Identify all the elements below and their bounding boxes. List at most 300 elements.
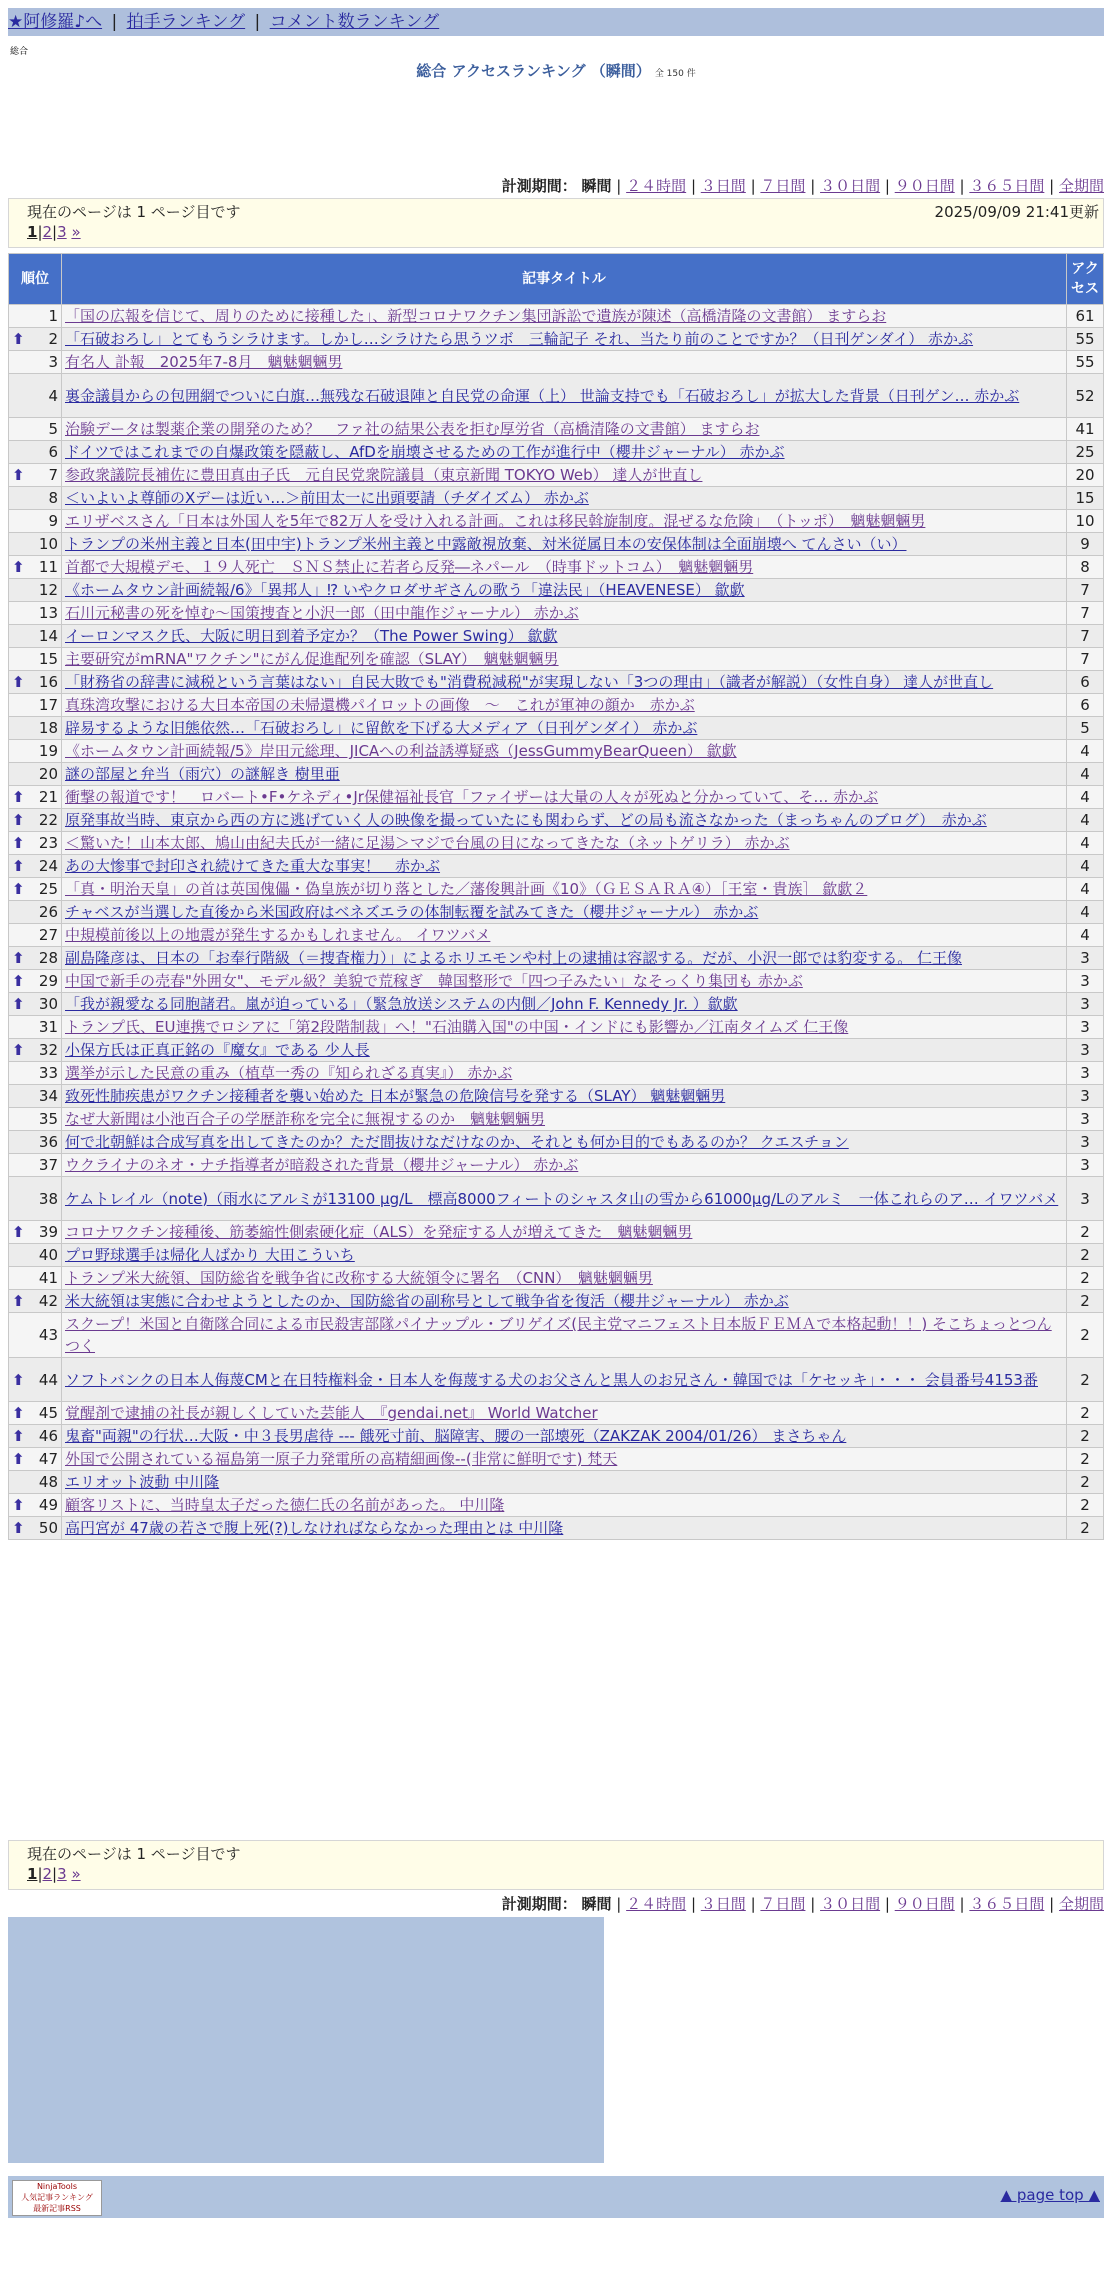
table-row xyxy=(9,694,1104,717)
rank-number: 32 xyxy=(38,1041,58,1059)
article-link[interactable]: 参政衆議院長補佐に豊田真由子氏 元自民党衆院議員（東京新聞 TOKYO Web） 達人が世直し xyxy=(65,466,703,484)
article-link[interactable]: 原発事故当時、東京から西の方に逃げていく人の映像を撮っていたにも関わらず、どの局も流さなかった（まっちゃんのブログ） 赤かぶ xyxy=(65,811,987,829)
rank-number: 40 xyxy=(38,1246,58,1264)
access-header: アクセス xyxy=(1067,254,1104,305)
access-count: 7 xyxy=(1067,648,1104,671)
access-count: 2 xyxy=(1067,1290,1104,1313)
access-count: 3 xyxy=(1067,1177,1104,1221)
rank-up-arrow-icon: ⬆ xyxy=(12,811,25,829)
rank-number: 44 xyxy=(38,1370,58,1389)
rank-up-arrow-icon: ⬆ xyxy=(12,330,25,348)
title-cell xyxy=(62,1244,1067,1267)
rank-number: 43 xyxy=(38,1326,58,1344)
rank-cell xyxy=(9,1062,62,1085)
article-link[interactable]: あの大惨事で封印され続けてきた重大な事実！ 赤かぶ xyxy=(65,857,441,875)
rank-cell xyxy=(9,1448,62,1471)
article-link[interactable]: 中規模前後以上の地震が発生するかもしれません。 イワツバメ xyxy=(65,926,491,944)
rank-number: 23 xyxy=(38,834,58,852)
table-row xyxy=(9,1448,1104,1471)
article-link[interactable]: 裏金議員からの包囲網でついに白旗…無残な石破退陣と自民党の命運（上） 世論支持でも「石破おろし」が拡大した背景（日刊ゲン… 赤かぶ xyxy=(65,386,1020,405)
access-count: 3 xyxy=(1067,1039,1104,1062)
rank-number: 42 xyxy=(38,1292,58,1310)
access-count: 52 xyxy=(1067,374,1104,418)
title-cell xyxy=(62,533,1067,556)
page-separator: | xyxy=(37,1865,43,1883)
title-cell xyxy=(62,1062,1067,1085)
clap-ranking-link[interactable]: 拍手ランキング xyxy=(126,12,246,32)
logo-line: NinjaTools xyxy=(36,2182,78,2191)
rank-cell xyxy=(9,556,62,579)
rank-up-arrow-icon: ⬆ xyxy=(12,1292,25,1310)
access-count: 25 xyxy=(1067,441,1104,464)
period-separator: | xyxy=(690,177,696,195)
table-row xyxy=(9,878,1104,901)
rank-number: 16 xyxy=(38,673,58,691)
period-option[interactable]: ２４時間 xyxy=(626,1895,687,1913)
page-title-text: 総合 アクセスランキング （瞬間） xyxy=(416,62,651,80)
rank-cell xyxy=(9,533,62,556)
access-count: 6 xyxy=(1067,671,1104,694)
rank-cell xyxy=(9,1221,62,1244)
rank-number: 9 xyxy=(48,512,58,530)
rank-number: 27 xyxy=(38,926,58,944)
rank-number: 14 xyxy=(38,627,58,645)
rank-cell xyxy=(9,1358,62,1402)
ad-area xyxy=(8,1917,604,2163)
rank-cell xyxy=(9,351,62,374)
article-link[interactable]: エリザベスさん「日本は外国人を5年で82万人を受け入れる計画。これは移民斡旋制度。混ぜるな危険」 （トッポ） 魑魅魍魎男 xyxy=(65,512,926,530)
article-link[interactable]: 米大統領は実態に合わせようとしたのか、国防総省の副称号として戦争省を復活（櫻井ジャーナル） 赤かぶ xyxy=(65,1292,789,1310)
period-option[interactable]: ９０日間 xyxy=(894,177,955,195)
access-count: 4 xyxy=(1067,855,1104,878)
title-cell xyxy=(62,1221,1067,1244)
rank-cell xyxy=(9,740,62,763)
article-link[interactable]: 鬼畜"両親"の行状…大阪・中３長男虐待 --- 餓死寸前、脳障害、腰の一部壊死（ZAKZAK 2004/01/26） まさちゃん xyxy=(65,1427,847,1445)
table-row xyxy=(9,1290,1104,1313)
access-count: 3 xyxy=(1067,1131,1104,1154)
rank-number: 19 xyxy=(38,742,58,760)
ninja-tools-logo[interactable] xyxy=(12,2180,102,2216)
access-count: 4 xyxy=(1067,763,1104,786)
page-separator: | xyxy=(52,1865,58,1883)
table-row xyxy=(9,809,1104,832)
article-link[interactable]: ＜いよいよ尊師のXデーは近い…＞前田太一に出頭要請（チダイズム） 赤かぶ xyxy=(65,489,589,507)
table-row xyxy=(9,924,1104,947)
rank-cell xyxy=(9,418,62,441)
title-cell xyxy=(62,487,1067,510)
article-link[interactable]: 「財務省の辞書に減税という言葉はない」自民大敗でも"消費税減税"が実現しない「3つの理由」（識者が解説）（女性自身） 達人が世直し xyxy=(65,673,994,691)
rank-number: 18 xyxy=(38,719,58,737)
access-count: 2 xyxy=(1067,1425,1104,1448)
rank-number: 5 xyxy=(48,420,58,438)
access-count: 2 xyxy=(1067,1494,1104,1517)
rank-number: 22 xyxy=(38,811,58,829)
rank-up-arrow-icon: ⬆ xyxy=(12,1041,25,1059)
article-link[interactable]: ドイツではこれまでの自爆政策を隠蔽し、AfDを崩壊させるための工作が進行中（櫻井ジャーナル） 赤かぶ xyxy=(65,443,785,461)
rank-up-arrow-icon: ⬆ xyxy=(12,1496,25,1514)
logo-line: 人気記事ランキング xyxy=(21,2193,93,2202)
access-count: 3 xyxy=(1067,1154,1104,1177)
article-link[interactable]: 謎の部屋と弁当（雨穴）の謎解き 樹里亜 xyxy=(65,765,340,783)
title-cell xyxy=(62,786,1067,809)
access-count: 10 xyxy=(1067,510,1104,533)
period-separator: | xyxy=(690,1895,696,1913)
article-link[interactable]: 主要研究がmRNA"ワクチン"にがん促進配列を確認（SLAY） 魑魅魍魎男 xyxy=(65,650,559,668)
access-count: 4 xyxy=(1067,832,1104,855)
table-row xyxy=(9,1267,1104,1290)
table-row xyxy=(9,855,1104,878)
rank-cell xyxy=(9,328,62,351)
table-row xyxy=(9,533,1104,556)
table-row xyxy=(9,602,1104,625)
rank-up-arrow-icon: ⬆ xyxy=(12,1370,25,1389)
title-cell xyxy=(62,328,1067,351)
article-link[interactable]: 「我が親愛なる同胞諸君。嵐が迫っている」（緊急放送システムの内側／John F. Kennedy Jr. ）歙歔 xyxy=(65,995,738,1013)
article-link[interactable]: 「国の広報を信じて、周りのために接種した」、新型コロナワクチン集団訴訟で遺族が陳述（高橋清隆の文書館） ますらお xyxy=(65,307,887,325)
rank-number: 49 xyxy=(38,1496,58,1514)
rank-cell xyxy=(9,1244,62,1267)
title-cell xyxy=(62,1267,1067,1290)
article-link[interactable]: 中国で新手の売春"外囲女"、モデル級？美貌で荒稼ぎ 韓国整形で「四つ子みたい」なそっくり集団も 赤かぶ xyxy=(65,972,803,990)
period-option[interactable]: ３日間 xyxy=(700,1895,746,1913)
access-count: 2 xyxy=(1067,1471,1104,1494)
article-link[interactable]: 致死性肺疾患がワクチン接種者を襲い始めた 日本が緊急の危険信号を発する（SLAY） 魑魅魍魎男 xyxy=(65,1087,726,1105)
title-cell xyxy=(62,878,1067,901)
table-row xyxy=(9,717,1104,740)
article-link[interactable]: 「石破おろし」とてもうシラけます。しかし…シラけたら思うツボ 三輪記子 それ、当たり前のことですか？（日刊ゲンダイ） 赤かぶ xyxy=(65,330,974,348)
rank-up-arrow-icon: ⬆ xyxy=(12,673,25,691)
article-link[interactable]: 高円宮が 47歳の若さで腹上死(?)しなければならなかった理由とは 中川隆 xyxy=(65,1519,564,1537)
title-cell xyxy=(62,305,1067,328)
access-count: 55 xyxy=(1067,351,1104,374)
access-count: 3 xyxy=(1067,970,1104,993)
rank-number: 48 xyxy=(38,1473,58,1491)
article-link[interactable]: ケムトレイル（note)（雨水にアルミが13100 μg/L 標高8000フィートのシャスタ山の雪から61000μg/Lのアルミ 一体これらのア… イワツバメ xyxy=(65,1189,1059,1208)
title-cell xyxy=(62,1517,1067,1540)
rank-up-arrow-icon: ⬆ xyxy=(12,558,25,576)
rank-up-arrow-icon: ⬆ xyxy=(12,995,25,1013)
rank-number: 31 xyxy=(38,1018,58,1036)
period-option[interactable]: ３０日間 xyxy=(820,177,881,195)
nav-separator: | xyxy=(254,12,261,32)
table-row xyxy=(9,487,1104,510)
article-link[interactable]: イーロンマスク氏、大阪に明日到着予定か？（The Power Swing） 歙歔 xyxy=(65,627,558,645)
table-row xyxy=(9,901,1104,924)
period-current: 瞬間 xyxy=(581,1895,612,1913)
rank-number: 45 xyxy=(38,1404,58,1422)
rank-cell xyxy=(9,1267,62,1290)
title-cell xyxy=(62,947,1067,970)
period-option[interactable]: ３０日間 xyxy=(820,1895,881,1913)
rank-cell xyxy=(9,924,62,947)
rank-cell xyxy=(9,441,62,464)
table-row xyxy=(9,786,1104,809)
access-count: 4 xyxy=(1067,878,1104,901)
comment-ranking-link[interactable]: コメント数ランキング xyxy=(269,12,440,32)
table-row xyxy=(9,464,1104,487)
rank-cell xyxy=(9,648,62,671)
access-count: 15 xyxy=(1067,487,1104,510)
rank-cell xyxy=(9,786,62,809)
rank-cell xyxy=(9,763,62,786)
rank-number: 33 xyxy=(38,1064,58,1082)
title-cell xyxy=(62,1177,1067,1221)
access-count: 7 xyxy=(1067,625,1104,648)
article-link[interactable]: 顧客リストに、当時皇太子だった徳仁氏の名前があった。 中川隆 xyxy=(65,1496,505,1514)
rank-cell xyxy=(9,901,62,924)
rank-number: 38 xyxy=(38,1189,58,1208)
title-cell xyxy=(62,832,1067,855)
page-separator: | xyxy=(52,223,58,241)
article-link[interactable]: スクープ！米国と自衛隊合同による市民殺害部隊パイナップル・ブリゲイズ(民主党マニフェスト日本版ＦＥＭＡで本格起動！！) そこちょっとつんつく xyxy=(65,1315,1052,1355)
access-count: 4 xyxy=(1067,901,1104,924)
title-cell xyxy=(62,418,1067,441)
access-count: 4 xyxy=(1067,740,1104,763)
rank-number: 15 xyxy=(38,650,58,668)
rank-cell xyxy=(9,947,62,970)
title-cell xyxy=(62,648,1067,671)
access-count: 41 xyxy=(1067,418,1104,441)
access-count: 2 xyxy=(1067,1267,1104,1290)
pagination xyxy=(27,223,81,241)
access-count: 2 xyxy=(1067,1448,1104,1471)
table-row xyxy=(9,579,1104,602)
rank-number: 35 xyxy=(38,1110,58,1128)
access-count: 9 xyxy=(1067,533,1104,556)
article-link[interactable]: トランプの米州主義と日本(田中宇)トランプ米州主義と中露敵視放棄、対米従属日本の安保体制は全面崩壊へ てんさい（い） xyxy=(65,535,907,553)
article-link[interactable]: トランプ米大統領、国防総省を戦争省に改称する大統領令に署名 （CNN） 魑魅魍魎男 xyxy=(65,1269,653,1287)
article-link[interactable]: 首都で大規模デモ、１９人死亡 ＳＮＳ禁止に若者ら反発―ネパール （時事ドットコム） 魑魅魍魎男 xyxy=(65,558,754,576)
rank-number: 21 xyxy=(38,788,58,806)
table-row xyxy=(9,1244,1104,1267)
table-row xyxy=(9,1517,1104,1540)
table-row xyxy=(9,1494,1104,1517)
title-cell xyxy=(62,993,1067,1016)
rank-number: 17 xyxy=(38,696,58,714)
rank-cell xyxy=(9,717,62,740)
article-link[interactable]: エリオット波動 中川隆 xyxy=(65,1473,220,1491)
rank-number: 10 xyxy=(38,535,58,553)
page-title xyxy=(0,60,1112,81)
rank-number: 39 xyxy=(38,1223,58,1241)
article-link[interactable]: 選挙が示した民意の重み（植草一秀の『知られざる真実』） 赤かぶ xyxy=(65,1064,513,1082)
current-page-text: 現在のページは 1 ページ目です xyxy=(27,1845,241,1863)
category-label: 総合 xyxy=(10,47,29,57)
rank-cell xyxy=(9,671,62,694)
article-link[interactable]: ＜驚いた！山本太郎、鳩山由紀夫氏が一緒に足湯＞マジで台風の目になってきたな（ネットゲリラ） 赤かぶ xyxy=(65,834,790,852)
table-row xyxy=(9,441,1104,464)
rank-number: 46 xyxy=(38,1427,58,1445)
rank-number: 50 xyxy=(38,1519,58,1537)
rank-number: 6 xyxy=(48,443,58,461)
article-link[interactable]: トランプ氏、EU連携でロシアに「第2段階制裁」へ！"石油購入国"の中国・インドにも影響か／江南タイムズ 仁王像 xyxy=(65,1018,849,1036)
period-selector-top xyxy=(502,175,1104,196)
rank-up-arrow-icon: ⬆ xyxy=(12,834,25,852)
rank-number: 37 xyxy=(38,1156,58,1174)
period-option[interactable]: 全期間 xyxy=(1058,177,1104,195)
article-link[interactable]: 辟易するような旧態依然…「石破おろし」に留飲を下げる大メディア（日刊ゲンダイ） 赤かぶ xyxy=(65,719,698,737)
rank-header: 順位 xyxy=(9,254,62,305)
article-link[interactable]: チャベスが当選した直後から米国政府はベネズエラの体制転覆を試みてきた（櫻井ジャーナル） 赤かぶ xyxy=(65,903,759,921)
table-row xyxy=(9,832,1104,855)
rank-number: 2 xyxy=(48,330,58,348)
title-cell xyxy=(62,1358,1067,1402)
table-row xyxy=(9,947,1104,970)
rank-up-arrow-icon: ⬆ xyxy=(12,1404,25,1422)
title-cell xyxy=(62,625,1067,648)
title-cell xyxy=(62,671,1067,694)
page-top-link[interactable]: ▲ page top ▲ xyxy=(1000,2186,1100,2204)
total-count: 全 150 件 xyxy=(654,69,696,79)
access-count: 3 xyxy=(1067,1085,1104,1108)
table-row xyxy=(9,556,1104,579)
article-link[interactable]: 《ホームタウン計画続報/6》「異邦人」⁉ いやクロダサギさんの歌う「違法民」（HEAVENESE） 歙歔 xyxy=(65,581,745,599)
nav-separator: | xyxy=(111,12,118,32)
article-link[interactable]: 「真・明治天皇」の首は英国傀儡・偽皇族が切り落とした／藩俊興計画《10》（ＧＥＳＡＲＡ④）［王室・貴族］ 歙歔２ xyxy=(65,880,868,898)
title-cell xyxy=(62,1448,1067,1471)
article-link[interactable]: 何で北朝鮮は合成写真を出してきたのか？ただ間抜けなだけなのか、それとも何か目的でもあるのか？ クエスチョン xyxy=(65,1133,849,1151)
page-link[interactable]: 3 xyxy=(57,1865,67,1883)
rank-up-arrow-icon: ⬆ xyxy=(12,880,25,898)
period-option[interactable]: ７日間 xyxy=(760,177,806,195)
title-cell xyxy=(62,855,1067,878)
rank-number: 7 xyxy=(48,466,58,484)
table-row xyxy=(9,1039,1104,1062)
title-cell xyxy=(62,374,1067,418)
rank-number: 28 xyxy=(38,949,58,967)
access-count: 3 xyxy=(1067,947,1104,970)
rank-cell xyxy=(9,602,62,625)
table-row xyxy=(9,305,1104,328)
home-link[interactable]: ★阿修羅♪へ xyxy=(8,12,103,32)
table-row xyxy=(9,1131,1104,1154)
rank-cell xyxy=(9,1131,62,1154)
page-info-bottom xyxy=(8,1840,1104,1890)
article-link[interactable]: 石川元秘書の死を悼む〜国策捜査と小沢一郎（田中龍作ジャーナル） 赤かぶ xyxy=(65,604,579,622)
title-cell xyxy=(62,1016,1067,1039)
rank-up-arrow-icon: ⬆ xyxy=(12,788,25,806)
table-row xyxy=(9,1221,1104,1244)
article-link[interactable]: 外国で公開されている福島第一原子力発電所の高精細画像--(非常に鮮明です) 梵天 xyxy=(65,1450,618,1468)
rank-up-arrow-icon: ⬆ xyxy=(12,857,25,875)
period-separator: | xyxy=(810,1895,816,1913)
period-option[interactable]: ３６５日間 xyxy=(969,1895,1045,1913)
article-link[interactable]: プロ野球選手は帰化人ばかり 大田こういち xyxy=(65,1246,355,1264)
page-link[interactable]: 2 xyxy=(42,1865,53,1883)
rank-number: 47 xyxy=(38,1450,58,1468)
article-link[interactable]: 覚醒剤で逮捕の社長が親しくしていた芸能人 『gendai.net』 World Watcher xyxy=(65,1404,598,1422)
access-count: 7 xyxy=(1067,579,1104,602)
page-separator: | xyxy=(37,223,43,241)
title-cell xyxy=(62,579,1067,602)
access-count: 3 xyxy=(1067,1108,1104,1131)
period-option[interactable]: 全期間 xyxy=(1058,1895,1104,1913)
rank-number: 3 xyxy=(48,353,58,371)
access-count: 55 xyxy=(1067,328,1104,351)
period-label: 計測期間： xyxy=(501,1895,577,1913)
page-link[interactable]: 3 xyxy=(57,223,67,241)
period-separator: | xyxy=(616,177,622,195)
rank-number: 11 xyxy=(38,558,58,576)
rank-number: 41 xyxy=(38,1269,58,1287)
article-link[interactable]: なぜ大新聞は小池百合子の学歴詐称を完全に無視するのか 魑魅魍魎男 xyxy=(65,1110,546,1128)
access-count: 4 xyxy=(1067,786,1104,809)
article-link[interactable]: 治験データは製薬企業の開発のため？ ファ社の結果公表を拒む厚労省（高橋清隆の文書館） ますらお xyxy=(65,420,760,438)
period-option[interactable]: ３６５日間 xyxy=(969,177,1045,195)
table-row xyxy=(9,1016,1104,1039)
title-cell xyxy=(62,464,1067,487)
title-cell xyxy=(62,901,1067,924)
period-separator: | xyxy=(1049,1895,1055,1913)
article-link[interactable]: ウクライナのネオ・ナチ指導者が暗殺された背景（櫻井ジャーナル） 赤かぶ xyxy=(65,1156,579,1174)
period-label: 計測期間： xyxy=(501,177,577,195)
access-count: 2 xyxy=(1067,1358,1104,1402)
period-option[interactable]: ９０日間 xyxy=(894,1895,955,1913)
rank-number: 24 xyxy=(38,857,58,875)
period-option[interactable]: ７日間 xyxy=(760,1895,806,1913)
page-link[interactable]: » xyxy=(71,223,81,241)
table-row xyxy=(9,1313,1104,1358)
period-separator: | xyxy=(884,1895,890,1913)
rank-cell xyxy=(9,1177,62,1221)
rank-cell xyxy=(9,1290,62,1313)
page-info-top xyxy=(8,198,1104,248)
footer xyxy=(8,2176,1104,2218)
page-link[interactable]: » xyxy=(71,1865,81,1883)
article-link[interactable]: 副島隆彦は、日本の「お奉行階級（＝捜査権力）」によるホリエモンや村上の逮捕は容認する。だが、小沢一郎では豹変する。 仁王像 xyxy=(65,949,962,967)
title-cell xyxy=(62,1313,1067,1358)
rank-up-arrow-icon: ⬆ xyxy=(12,949,25,967)
rank-cell xyxy=(9,1108,62,1131)
access-count: 2 xyxy=(1067,1221,1104,1244)
title-cell xyxy=(62,924,1067,947)
rank-cell xyxy=(9,993,62,1016)
article-link[interactable]: 真珠湾攻撃における大日本帝国の未帰還機パイロットの画像 〜 これが軍神の顔か 赤かぶ xyxy=(65,696,695,714)
table-row xyxy=(9,648,1104,671)
title-cell xyxy=(62,763,1067,786)
rank-cell xyxy=(9,878,62,901)
rank-cell xyxy=(9,579,62,602)
access-count: 3 xyxy=(1067,1016,1104,1039)
title-cell xyxy=(62,441,1067,464)
article-link[interactable]: 有名人 訃報 2025年7-8月 魑魅魍魎男 xyxy=(65,353,343,371)
page-link[interactable]: 2 xyxy=(42,223,53,241)
article-link[interactable]: 衝撃の報道です！ ロバート•F•ケネディ•Jr保健福祉長官「ファイザーは大量の人々が死ぬと分かっていて、そ… 赤かぶ xyxy=(65,788,879,806)
article-link[interactable]: コロナワクチン接種後、筋萎縮性側索硬化症（ALS）を発症する人が増えてきた 魑魅魍魎男 xyxy=(65,1223,693,1241)
rank-cell xyxy=(9,1517,62,1540)
article-link[interactable]: 《ホームタウン計画続報/5》岸田元総理、JICAへの利益誘導疑惑（JessGummyBearQueen） 歙歔 xyxy=(65,742,737,760)
period-option[interactable]: ３日間 xyxy=(700,177,746,195)
title-cell xyxy=(62,1425,1067,1448)
period-current: 瞬間 xyxy=(581,177,612,195)
access-count: 4 xyxy=(1067,809,1104,832)
access-count: 8 xyxy=(1067,556,1104,579)
rank-number: 4 xyxy=(48,386,58,405)
period-separator: | xyxy=(1049,177,1055,195)
rank-number: 30 xyxy=(38,995,58,1013)
article-link[interactable]: 小保方氏は正真正銘の『魔女』である 少人長 xyxy=(65,1041,370,1059)
table-row xyxy=(9,1154,1104,1177)
table-row xyxy=(9,1471,1104,1494)
rank-number: 20 xyxy=(38,765,58,783)
period-option[interactable]: ２４時間 xyxy=(626,177,687,195)
period-separator: | xyxy=(810,177,816,195)
rank-cell xyxy=(9,832,62,855)
title-cell xyxy=(62,351,1067,374)
table-row xyxy=(9,1402,1104,1425)
title-cell xyxy=(62,1108,1067,1131)
article-link[interactable]: ソフトバンクの日本人侮蔑CMと在日特権料金・日本人を侮蔑する犬のお父さんと黒人のお兄さん・韓国では「ケセッキ」・・・ 会員番号4153番 xyxy=(65,1370,1038,1389)
